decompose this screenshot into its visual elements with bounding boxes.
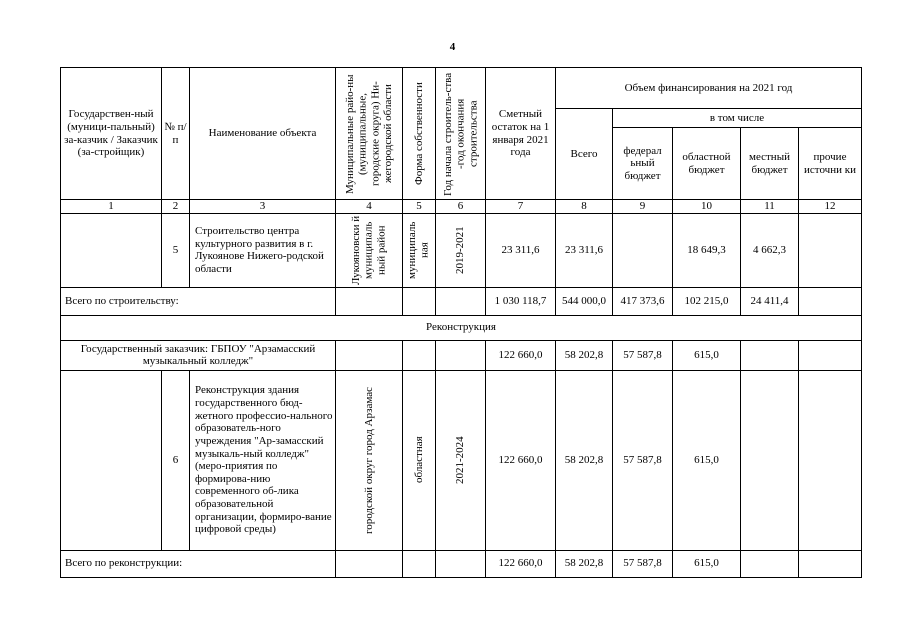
table-row xyxy=(61,370,862,550)
cell-federal xyxy=(613,213,673,287)
total-reconstruction-label: Всего по реконструкции: xyxy=(61,550,336,577)
header-local: местный бюджет xyxy=(741,128,799,200)
empty-cell xyxy=(336,550,403,577)
cell-num: 6 xyxy=(162,370,190,550)
header-object-name: Наименование объекта xyxy=(190,68,336,200)
cell-regional: 615,0 xyxy=(673,340,741,370)
empty-cell xyxy=(799,287,862,315)
col-number: 2 xyxy=(162,200,190,214)
cell-federal: 417 373,6 xyxy=(613,287,673,315)
header-total: Всего xyxy=(556,109,613,200)
empty-cell xyxy=(436,287,486,315)
cell-total: 58 202,8 xyxy=(556,550,613,577)
cell-federal: 57 587,8 xyxy=(613,340,673,370)
header-district: Муниципальные райо-ны (муниципальные, городские округа) Ни-жегородской области xyxy=(336,68,403,200)
empty-cell xyxy=(799,340,862,370)
header-ownership: Форма собственности xyxy=(403,68,436,200)
cell-total: 544 000,0 xyxy=(556,287,613,315)
empty-cell xyxy=(336,287,403,315)
cell-total: 58 202,8 xyxy=(556,370,613,550)
header-years: Год начала строитель-ства -год окончания строительства xyxy=(436,68,486,200)
empty-cell xyxy=(799,550,862,577)
cell-regional: 102 215,0 xyxy=(673,287,741,315)
empty-cell xyxy=(741,340,799,370)
cell-local: 4 662,3 xyxy=(741,213,799,287)
header-num: № п/п xyxy=(162,68,190,200)
column-numbers-row xyxy=(61,200,862,214)
header-customer: Государствен-ный (муници-пальный) за-казчик / Заказчик (за-стройщик) xyxy=(61,68,162,200)
col-number: 7 xyxy=(486,200,556,214)
table-row xyxy=(61,213,862,287)
cell-other xyxy=(799,213,862,287)
cell-total: 58 202,8 xyxy=(556,340,613,370)
page-number: 4 xyxy=(449,41,456,53)
cell-years: 2019-2021 xyxy=(436,213,486,287)
customer-row xyxy=(61,340,862,370)
header-balance: Сметный остаток на 1 января 2021 года xyxy=(486,68,556,200)
header-federal: федерал ьный бюджет xyxy=(613,128,673,200)
total-construction-label: Всего по строительству: xyxy=(61,287,336,315)
cell-balance: 122 660,0 xyxy=(486,370,556,550)
empty-cell xyxy=(403,287,436,315)
empty-cell xyxy=(336,340,403,370)
col-number: 3 xyxy=(190,200,336,214)
empty-cell xyxy=(741,550,799,577)
empty-cell xyxy=(403,340,436,370)
col-number: 10 xyxy=(673,200,741,214)
col-number: 4 xyxy=(336,200,403,214)
empty-cell xyxy=(741,370,799,550)
customer-label: Государственный заказчик: ГБПОУ "Арзамасский музыкальный колледж" xyxy=(61,340,336,370)
cell-ownership: муниципаль ная xyxy=(403,213,436,287)
financing-table xyxy=(60,67,862,578)
col-number: 6 xyxy=(436,200,486,214)
cell-customer xyxy=(61,370,162,550)
total-construction-row xyxy=(61,287,862,315)
section-row xyxy=(61,315,862,340)
cell-balance: 23 311,6 xyxy=(486,213,556,287)
cell-balance: 122 660,0 xyxy=(486,340,556,370)
cell-balance: 122 660,0 xyxy=(486,550,556,577)
cell-years: 2021-2024 xyxy=(436,370,486,550)
cell-ownership: областная xyxy=(403,370,436,550)
empty-cell xyxy=(403,550,436,577)
col-number: 12 xyxy=(799,200,862,214)
cell-federal: 57 587,8 xyxy=(613,550,673,577)
cell-object-name: Реконструкция здания государственного бюд-жетного профессио-нального образователь-ного учреждения "Ар-замасский музыкаль-ный колледж" (меро-приятия по формирова-нию современного об-лика образовательной организации, формиро-вание цифровой среды) xyxy=(190,370,336,550)
col-number: 9 xyxy=(613,200,673,214)
cell-regional: 18 649,3 xyxy=(673,213,741,287)
cell-customer xyxy=(61,213,162,287)
cell-total: 23 311,6 xyxy=(556,213,613,287)
header-row-1 xyxy=(61,68,862,109)
section-reconstruction: Реконструкция xyxy=(61,315,862,340)
cell-balance: 1 030 118,7 xyxy=(486,287,556,315)
empty-cell xyxy=(436,550,486,577)
cell-num: 5 xyxy=(162,213,190,287)
header-other: прочие источни ки xyxy=(799,128,862,200)
header-regional: областной бюджет xyxy=(673,128,741,200)
cell-local: 24 411,4 xyxy=(741,287,799,315)
cell-federal: 57 587,8 xyxy=(613,370,673,550)
empty-cell xyxy=(436,340,486,370)
header-funding: Объем финансирования на 2021 год xyxy=(556,68,862,109)
col-number: 8 xyxy=(556,200,613,214)
cell-regional: 615,0 xyxy=(673,550,741,577)
cell-district: городской округ город Арзамас xyxy=(336,370,403,550)
header-including: в том числе xyxy=(613,109,862,128)
cell-regional: 615,0 xyxy=(673,370,741,550)
col-number: 1 xyxy=(61,200,162,214)
cell-district: Лукояновски й муниципаль ный район xyxy=(336,213,403,287)
empty-cell xyxy=(799,370,862,550)
col-number: 11 xyxy=(741,200,799,214)
total-reconstruction-row xyxy=(61,550,862,577)
col-number: 5 xyxy=(403,200,436,214)
cell-object-name: Строительство центра культурного развития в г. Лукоянове Нижего-родской области xyxy=(190,213,336,287)
